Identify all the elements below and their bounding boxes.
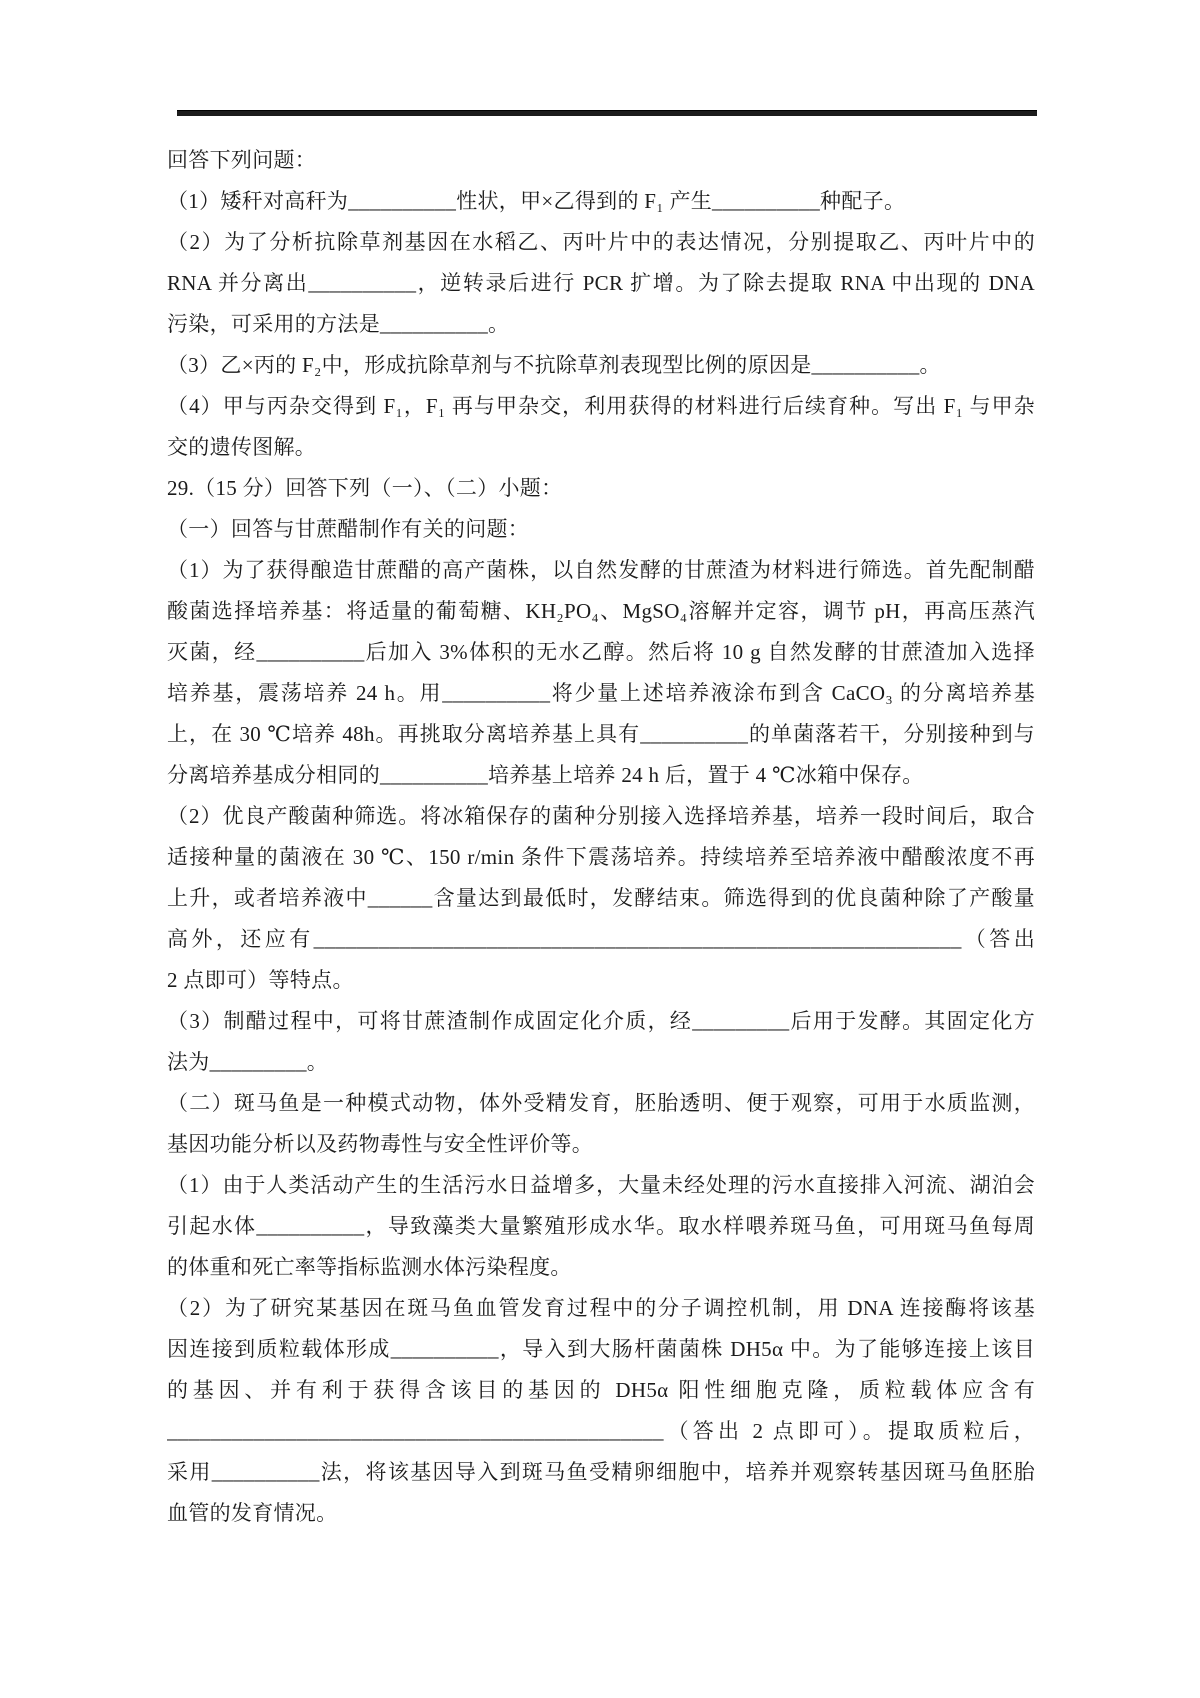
q29-s1-part2-line-4: 高外，还应有____________________________________________________________（答出 [167, 927, 1035, 951]
q29-s1-part2-line-5: 2 点即可）等特点。 [167, 968, 354, 992]
q29-s2-part2-line-2: 因连接到质粒载体形成__________，导入到大肠杆菌菌株 DH5α 中。为了能够连接上该目 [167, 1337, 1035, 1361]
q29-s1-part1-line-6: 分离培养基成分相同的__________培养基上培养 24 h 后，置于 4 ℃冰箱中保存。 [167, 763, 924, 787]
q28-part4-line-2: 交的遗传图解。 [167, 435, 317, 459]
q29-s1-part1-line-4: 培养基，震荡培养 24 h。用__________将少量上述培养液涂布到含 CaCO₃ 的分离培养基 [167, 681, 1035, 705]
q29-s1-part3-line-2: 法为_________。 [167, 1050, 329, 1074]
q29-s1-part2-line-1: （2）优良产酸菌种筛选。将冰箱保存的菌种分别接入选择培养基，培养一段时间后，取合 [167, 804, 1035, 828]
q29-s1-part1-line-2: 酸菌选择培养基：将适量的葡萄糖、KH₂PO₄、MgSO₄溶解并定容，调节 pH，再高压蒸汽 [167, 599, 1035, 623]
q28-part3-line: （3）乙×丙的 F₂中，形成抗除草剂与不抗除草剂表现型比例的原因是__________。 [167, 353, 941, 377]
q29-s1-part1-line-1: （1）为了获得酿造甘蔗醋的高产菌株，以自然发酵的甘蔗渣为材料进行筛选。首先配制醋 [167, 558, 1035, 582]
q29-s1-part3-line-1: （3）制醋过程中，可将甘蔗渣制作成固定化介质，经_________后用于发酵。其固定化方 [167, 1009, 1035, 1033]
q29-s1-part1-line-3: 灭菌，经__________后加入 3%体积的无水乙醇。然后将 10 g 自然发酵的甘蔗渣加入选择 [167, 640, 1035, 664]
q29-s1-part1-line-5: 上，在 30 ℃培养 48h。再挑取分离培养基上具有__________的单菌落若干，分别接种到与 [167, 722, 1035, 746]
q29-s2-part1-line-2: 引起水体__________，导致藻类大量繁殖形成水华。取水样喂养斑马鱼，可用斑马鱼每周 [167, 1214, 1035, 1238]
q28-part1-line: （1）矮秆对高秆为__________性状，甲×乙得到的 F₁ 产生__________种配子。 [167, 189, 906, 213]
q29-s1-part2-line-3: 上升，或者培养液中______含量达到最低时，发酵结束。筛选得到的优良菌种除了产酸量 [167, 886, 1035, 910]
q29-section2-header-line-2: 基因功能分析以及药物毒性与安全性评价等。 [167, 1132, 593, 1156]
q29-s2-part2-line-5: 采用__________法，将该基因导入到斑马鱼受精卵细胞中，培养并观察转基因斑马鱼胚胎 [167, 1460, 1035, 1484]
q29-section1-header-line: （一）回答与甘蔗醋制作有关的问题： [167, 517, 530, 541]
exam-text-block [167, 140, 1035, 1534]
q29-header-line: 29.（15 分）回答下列（一）、（二）小题： [167, 476, 563, 500]
q29-s2-part1-line-3: 的体重和死亡率等指标监测水体污染程度。 [167, 1255, 572, 1279]
answer-prompt-line: 回答下列问题： [167, 148, 317, 172]
q29-s2-part1-line-1: （1）由于人类活动产生的生活污水日益增多，大量未经处理的污水直接排入河流、湖泊会 [167, 1173, 1035, 1197]
q28-part2-line-1: （2）为了分析抗除草剂基因在水稻乙、丙叶片中的表达情况，分别提取乙、丙叶片中的 [167, 230, 1035, 254]
q29-section2-header-line-1: （二）斑马鱼是一种模式动物，体外受精发育，胚胎透明、便于观察，可用于水质监测， [167, 1091, 1035, 1115]
q29-s2-part2-line-4: ______________________________________________（答出 2 点即可）。提取质粒后， [167, 1419, 1035, 1443]
q28-part2-line-3: 污染，可采用的方法是__________。 [167, 312, 510, 336]
q29-s2-part2-line-6: 血管的发育情况。 [167, 1501, 338, 1525]
q29-s1-part2-line-2: 适接种量的菌液在 30 ℃、150 r/min 条件下震荡培养。持续培养至培养液中醋酸浓度不再 [167, 845, 1035, 869]
q28-part2-line-2: RNA 并分离出__________，逆转录后进行 PCR 扩增。为了除去提取 RNA 中出现的 DNA [167, 271, 1035, 295]
q29-s2-part2-line-1: （2）为了研究某基因在斑马鱼血管发育过程中的分子调控机制，用 DNA 连接酶将该基 [167, 1296, 1035, 1320]
q29-s2-part2-line-3: 的基因、并有利于获得含该目的基因的 DH5α 阳性细胞克隆，质粒载体应含有 [167, 1378, 1035, 1402]
header-divider-rule [177, 110, 1037, 116]
q28-part4-line-1: （4）甲与丙杂交得到 F₁，F₁ 再与甲杂交，利用获得的材料进行后续育种。写出 F₁ 与甲杂 [167, 394, 1035, 418]
